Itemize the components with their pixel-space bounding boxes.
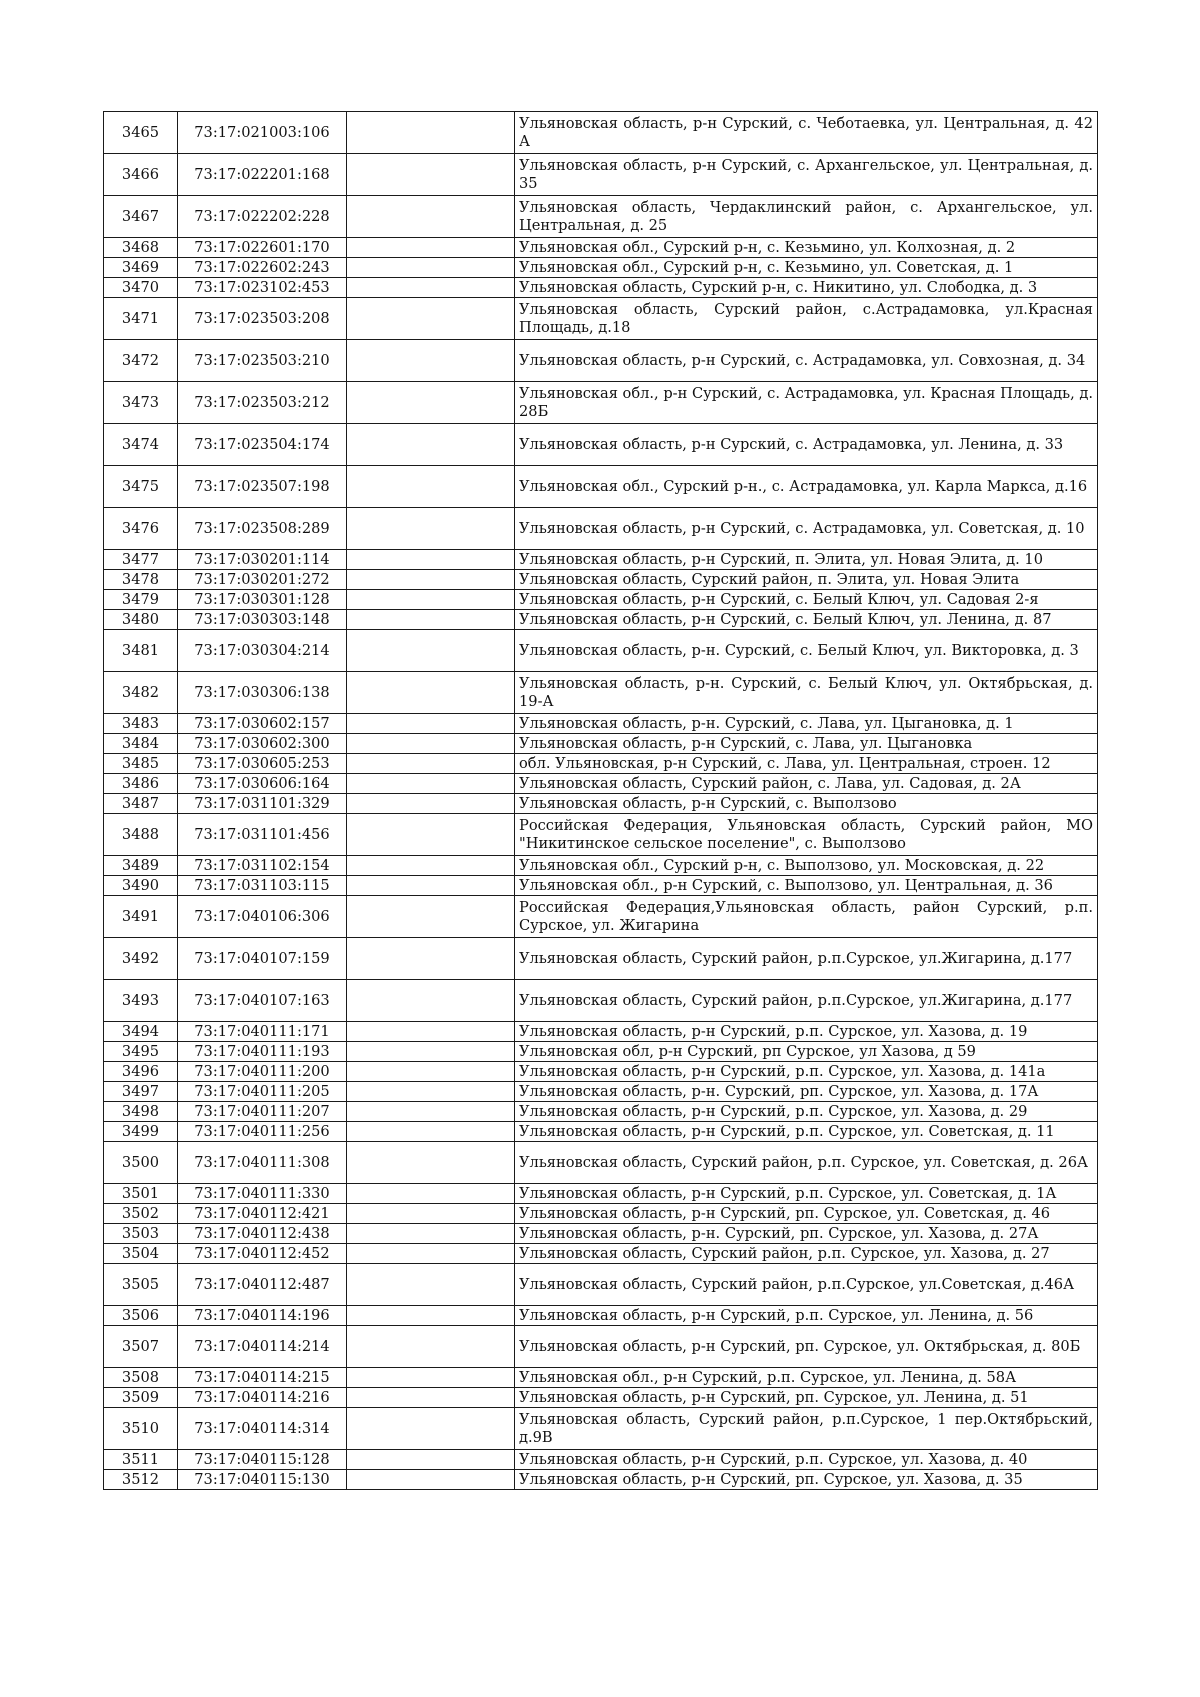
row-number-cell: 3488 [104,814,178,856]
row-number-cell: 3511 [104,1450,178,1470]
address-cell: Ульяновская область, р-н Сурский, с. Астрадамовка, ул. Советская, д. 10 [515,508,1098,550]
object-name-cell [347,1326,515,1368]
row-number-cell: 3465 [104,112,178,154]
address-cell: Ульяновская обл., р-н Сурский, с. Астрадамовка, ул. Красная Площадь, д. 28Б [515,382,1098,424]
table-row [104,278,1098,298]
address-cell: Ульяновская обл., Сурский р-н, с. Выползово, ул. Московская, д. 22 [515,856,1098,876]
row-number-cell: 3475 [104,466,178,508]
row-number-cell: 3496 [104,1062,178,1082]
address-cell: Ульяновская область, р-н Сурский, с. Выползово [515,794,1098,814]
cadastral-number-cell: 73:17:031101:329 [178,794,347,814]
address-cell: Ульяновская область, р-н Сурский, р.п. Сурское, ул. Хазова, д. 40 [515,1450,1098,1470]
row-number-cell: 3469 [104,258,178,278]
object-name-cell [347,1062,515,1082]
cadastral-number-cell: 73:17:030306:138 [178,672,347,714]
table-row [104,258,1098,278]
row-number-cell: 3498 [104,1102,178,1122]
row-number-cell: 3502 [104,1204,178,1224]
object-name-cell [347,258,515,278]
address-cell: Ульяновская область, Сурский район, п. Элита, ул. Новая Элита [515,570,1098,590]
row-number-cell: 3495 [104,1042,178,1062]
object-name-cell [347,754,515,774]
address-cell: Ульяновская область, р-н Сурский, с. Астрадамовка, ул. Ленина, д. 33 [515,424,1098,466]
object-name-cell [347,238,515,258]
register-table [103,111,1098,1490]
cadastral-number-cell: 73:17:022202:228 [178,196,347,238]
table-row [104,774,1098,794]
cadastral-number-cell: 73:17:030606:164 [178,774,347,794]
object-name-cell [347,112,515,154]
row-number-cell: 3466 [104,154,178,196]
cadastral-number-cell: 73:17:023503:212 [178,382,347,424]
object-name-cell [347,1022,515,1042]
row-number-cell: 3491 [104,896,178,938]
row-number-cell: 3503 [104,1224,178,1244]
row-number-cell: 3494 [104,1022,178,1042]
cadastral-number-cell: 73:17:040114:216 [178,1388,347,1408]
table-row [104,610,1098,630]
object-name-cell [347,550,515,570]
cadastral-number-cell: 73:17:040115:128 [178,1450,347,1470]
address-cell: Ульяновская область, р-н. Сурский, рп. Сурское, ул. Хазова, д. 17А [515,1082,1098,1102]
object-name-cell [347,508,515,550]
table-row [104,734,1098,754]
cadastral-number-cell: 73:17:030201:272 [178,570,347,590]
row-number-cell: 3505 [104,1264,178,1306]
address-cell: Ульяновская область, р-н Сурский, рп. Сурское, ул. Советская, д. 46 [515,1204,1098,1224]
row-number-cell: 3483 [104,714,178,734]
cadastral-number-cell: 73:17:040111:205 [178,1082,347,1102]
address-cell: Ульяновская область, р-н Сурский, р.п. Сурское, ул. Советская, д. 11 [515,1122,1098,1142]
address-cell: Ульяновская область, р-н Сурский, р.п. Сурское, ул. Советская, д. 1А [515,1184,1098,1204]
cadastral-number-cell: 73:17:031101:456 [178,814,347,856]
table-row [104,814,1098,856]
cadastral-number-cell: 73:17:023507:198 [178,466,347,508]
row-number-cell: 3479 [104,590,178,610]
table-row [104,112,1098,154]
row-number-cell: 3468 [104,238,178,258]
object-name-cell [347,1388,515,1408]
address-cell: Ульяновская обл., Сурский р-н, с. Кезьмино, ул. Советская, д. 1 [515,258,1098,278]
table-row [104,238,1098,258]
address-cell: Ульяновская область, Сурский район, р.п.Сурское, 1 пер.Октябрьский, д.9В [515,1408,1098,1450]
table-row [104,1082,1098,1102]
address-cell: Ульяновская область, р-н Сурский, рп. Сурское, ул. Хазова, д. 35 [515,1470,1098,1490]
row-number-cell: 3470 [104,278,178,298]
object-name-cell [347,1244,515,1264]
address-cell: Ульяновская область, Сурский район, р.п.Сурское, ул.Советская, д.46А [515,1264,1098,1306]
address-cell: Ульяновская область, р-н Сурский, с. Чеботаевка, ул. Центральная, д. 42 А [515,112,1098,154]
table-row [104,382,1098,424]
address-cell: Ульяновская область, Сурский район, с. Лава, ул. Садовая, д. 2А [515,774,1098,794]
cadastral-number-cell: 73:17:040114:314 [178,1408,347,1450]
table-row [104,1184,1098,1204]
object-name-cell [347,856,515,876]
cadastral-number-cell: 73:17:030602:157 [178,714,347,734]
table-row [104,1470,1098,1490]
row-number-cell: 3486 [104,774,178,794]
object-name-cell [347,1470,515,1490]
address-cell: Ульяновская область, р-н Сурский, р.п. Сурское, ул. Хазова, д. 19 [515,1022,1098,1042]
table-row [104,876,1098,896]
row-number-cell: 3489 [104,856,178,876]
object-name-cell [347,1368,515,1388]
address-cell: обл. Ульяновская, р-н Сурский, с. Лава, ул. Центральная, строен. 12 [515,754,1098,774]
table-row [104,856,1098,876]
table-row [104,1368,1098,1388]
address-cell: Ульяновская область, Сурский район, р.п.Сурское, ул.Жигарина, д.177 [515,980,1098,1022]
table-row [104,754,1098,774]
row-number-cell: 3473 [104,382,178,424]
address-cell: Ульяновская область, р-н Сурский, р.п. Сурское, ул. Хазова, д. 29 [515,1102,1098,1122]
object-name-cell [347,1408,515,1450]
object-name-cell [347,590,515,610]
table-row [104,1022,1098,1042]
address-cell: Ульяновская обл, р-н Сурский, рп Сурское, ул Хазова, д 59 [515,1042,1098,1062]
object-name-cell [347,794,515,814]
address-cell: Ульяновская область, р-н Сурский, с. Астрадамовка, ул. Совхозная, д. 34 [515,340,1098,382]
address-cell: Ульяновская область, р-н Сурский, с. Архангельское, ул. Центральная, д. 35 [515,154,1098,196]
object-name-cell [347,1082,515,1102]
object-name-cell [347,1264,515,1306]
address-cell: Ульяновская область, Сурский район, с.Астрадамовка, ул.Красная Площадь, д.18 [515,298,1098,340]
table-row [104,1042,1098,1062]
cadastral-number-cell: 73:17:030605:253 [178,754,347,774]
cadastral-number-cell: 73:17:030301:128 [178,590,347,610]
table-row [104,508,1098,550]
address-cell: Ульяновская область, Сурский район, р.п. Сурское, ул. Советская, д. 26А [515,1142,1098,1184]
row-number-cell: 3484 [104,734,178,754]
table-row [104,980,1098,1022]
object-name-cell [347,630,515,672]
row-number-cell: 3490 [104,876,178,896]
row-number-cell: 3474 [104,424,178,466]
address-cell: Ульяновская обл., р-н Сурский, с. Выползово, ул. Центральная, д. 36 [515,876,1098,896]
row-number-cell: 3497 [104,1082,178,1102]
row-number-cell: 3492 [104,938,178,980]
cadastral-number-cell: 73:17:030303:148 [178,610,347,630]
row-number-cell: 3471 [104,298,178,340]
cadastral-number-cell: 73:17:040114:215 [178,1368,347,1388]
table-row [104,1204,1098,1224]
cadastral-number-cell: 73:17:040107:159 [178,938,347,980]
cadastral-number-cell: 73:17:023503:208 [178,298,347,340]
cadastral-number-cell: 73:17:040111:171 [178,1022,347,1042]
table-row [104,1408,1098,1450]
row-number-cell: 3467 [104,196,178,238]
address-cell: Ульяновская область, р-н. Сурский, с. Белый Ключ, ул. Октябрьская, д. 19-А [515,672,1098,714]
row-number-cell: 3507 [104,1326,178,1368]
table-row [104,1388,1098,1408]
object-name-cell [347,382,515,424]
object-name-cell [347,466,515,508]
address-cell: Ульяновская область, Сурский район, р.п.Сурское, ул.Жигарина, д.177 [515,938,1098,980]
object-name-cell [347,1204,515,1224]
cadastral-number-cell: 73:17:040112:438 [178,1224,347,1244]
row-number-cell: 3500 [104,1142,178,1184]
table-row [104,794,1098,814]
cadastral-number-cell: 73:17:030304:214 [178,630,347,672]
table-row [104,630,1098,672]
row-number-cell: 3501 [104,1184,178,1204]
cadastral-number-cell: 73:17:023504:174 [178,424,347,466]
address-cell: Ульяновская область, р-н Сурский, р.п. Сурское, ул. Ленина, д. 56 [515,1306,1098,1326]
address-cell: Ульяновская обл., р-н Сурский, р.п. Сурское, ул. Ленина, д. 58А [515,1368,1098,1388]
address-cell: Ульяновская область, р-н. Сурский, с. Лава, ул. Цыгановка, д. 1 [515,714,1098,734]
table-row [104,714,1098,734]
address-cell: Ульяновская область, Чердаклинский район, с. Архангельское, ул. Центральная, д. 25 [515,196,1098,238]
table-row [104,1306,1098,1326]
row-number-cell: 3476 [104,508,178,550]
object-name-cell [347,1122,515,1142]
cadastral-number-cell: 73:17:040114:196 [178,1306,347,1326]
table-row [104,550,1098,570]
row-number-cell: 3510 [104,1408,178,1450]
address-cell: Ульяновская область, р-н Сурский, р.п. Сурское, ул. Хазова, д. 141а [515,1062,1098,1082]
cadastral-number-cell: 73:17:040112:487 [178,1264,347,1306]
cadastral-number-cell: 73:17:023508:289 [178,508,347,550]
cadastral-number-cell: 73:17:040106:306 [178,896,347,938]
address-cell: Ульяновская область, р-н. Сурский, рп. Сурское, ул. Хазова, д. 27А [515,1224,1098,1244]
cadastral-number-cell: 73:17:040111:308 [178,1142,347,1184]
row-number-cell: 3509 [104,1388,178,1408]
object-name-cell [347,298,515,340]
row-number-cell: 3480 [104,610,178,630]
table-row [104,1142,1098,1184]
row-number-cell: 3512 [104,1470,178,1490]
object-name-cell [347,610,515,630]
row-number-cell: 3482 [104,672,178,714]
cadastral-number-cell: 73:17:040111:256 [178,1122,347,1142]
table-row [104,340,1098,382]
cadastral-number-cell: 73:17:040111:330 [178,1184,347,1204]
object-name-cell [347,980,515,1022]
table-row [104,1244,1098,1264]
cadastral-number-cell: 73:17:031103:115 [178,876,347,896]
table-row [104,570,1098,590]
table-row [104,1102,1098,1122]
table-row [104,590,1098,610]
object-name-cell [347,154,515,196]
table-row [104,1122,1098,1142]
register-table-body [104,112,1098,1490]
row-number-cell: 3493 [104,980,178,1022]
object-name-cell [347,1142,515,1184]
cadastral-number-cell: 73:17:023503:210 [178,340,347,382]
row-number-cell: 3504 [104,1244,178,1264]
row-number-cell: 3477 [104,550,178,570]
cadastral-number-cell: 73:17:040111:193 [178,1042,347,1062]
row-number-cell: 3478 [104,570,178,590]
object-name-cell [347,1450,515,1470]
address-cell: Ульяновская область, р-н Сурский, с. Белый Ключ, ул. Ленина, д. 87 [515,610,1098,630]
address-cell: Российская Федерация,Ульяновская область, район Сурский, р.п. Сурское, ул. Жигарина [515,896,1098,938]
object-name-cell [347,278,515,298]
object-name-cell [347,340,515,382]
row-number-cell: 3487 [104,794,178,814]
cadastral-number-cell: 73:17:022601:170 [178,238,347,258]
object-name-cell [347,774,515,794]
row-number-cell: 3472 [104,340,178,382]
cadastral-number-cell: 73:17:040114:214 [178,1326,347,1368]
object-name-cell [347,876,515,896]
cadastral-number-cell: 73:17:031102:154 [178,856,347,876]
table-row [104,466,1098,508]
object-name-cell [347,424,515,466]
cadastral-number-cell: 73:17:040112:421 [178,1204,347,1224]
table-row [104,1326,1098,1368]
table-row [104,938,1098,980]
table-row [104,1224,1098,1244]
address-cell: Ульяновская область, Сурский район, р.п. Сурское, ул. Хазова, д. 27 [515,1244,1098,1264]
object-name-cell [347,1224,515,1244]
object-name-cell [347,1184,515,1204]
row-number-cell: 3508 [104,1368,178,1388]
cadastral-number-cell: 73:17:021003:106 [178,112,347,154]
row-number-cell: 3485 [104,754,178,774]
object-name-cell [347,196,515,238]
address-cell: Ульяновская обл., Сурский р-н, с. Кезьмино, ул. Колхозная, д. 2 [515,238,1098,258]
object-name-cell [347,938,515,980]
table-row [104,1264,1098,1306]
cadastral-number-cell: 73:17:022602:243 [178,258,347,278]
table-row [104,672,1098,714]
cadastral-number-cell: 73:17:030602:300 [178,734,347,754]
address-cell: Ульяновская область, Сурский р-н, с. Никитино, ул. Слободка, д. 3 [515,278,1098,298]
cadastral-number-cell: 73:17:022201:168 [178,154,347,196]
address-cell: Ульяновская обл., Сурский р-н., с. Астрадамовка, ул. Карла Маркса, д.16 [515,466,1098,508]
object-name-cell [347,896,515,938]
address-cell: Ульяновская область, р-н Сурский, п. Элита, ул. Новая Элита, д. 10 [515,550,1098,570]
object-name-cell [347,672,515,714]
cadastral-number-cell: 73:17:040112:452 [178,1244,347,1264]
object-name-cell [347,814,515,856]
address-cell: Ульяновская область, р-н Сурский, рп. Сурское, ул. Октябрьская, д. 80Б [515,1326,1098,1368]
address-cell: Ульяновская область, р-н Сурский, с. Лава, ул. Цыгановка [515,734,1098,754]
table-row [104,1450,1098,1470]
object-name-cell [347,714,515,734]
object-name-cell [347,1306,515,1326]
object-name-cell [347,1102,515,1122]
table-row [104,1062,1098,1082]
address-cell: Ульяновская область, р-н. Сурский, с. Белый Ключ, ул. Викторовка, д. 3 [515,630,1098,672]
row-number-cell: 3481 [104,630,178,672]
cadastral-number-cell: 73:17:040111:200 [178,1062,347,1082]
address-cell: Ульяновская область, р-н Сурский, с. Белый Ключ, ул. Садовая 2-я [515,590,1098,610]
table-row [104,154,1098,196]
cadastral-number-cell: 73:17:040107:163 [178,980,347,1022]
row-number-cell: 3499 [104,1122,178,1142]
cadastral-number-cell: 73:17:030201:114 [178,550,347,570]
cadastral-number-cell: 73:17:023102:453 [178,278,347,298]
table-row [104,896,1098,938]
cadastral-number-cell: 73:17:040111:207 [178,1102,347,1122]
cadastral-number-cell: 73:17:040115:130 [178,1470,347,1490]
table-row [104,424,1098,466]
table-row [104,298,1098,340]
address-cell: Ульяновская область, р-н Сурский, рп. Сурское, ул. Ленина, д. 51 [515,1388,1098,1408]
object-name-cell [347,1042,515,1062]
row-number-cell: 3506 [104,1306,178,1326]
object-name-cell [347,734,515,754]
object-name-cell [347,570,515,590]
address-cell: Российская Федерация, Ульяновская область, Сурский район, МО "Никитинское сельское поселение", с. Выползово [515,814,1098,856]
table-row [104,196,1098,238]
